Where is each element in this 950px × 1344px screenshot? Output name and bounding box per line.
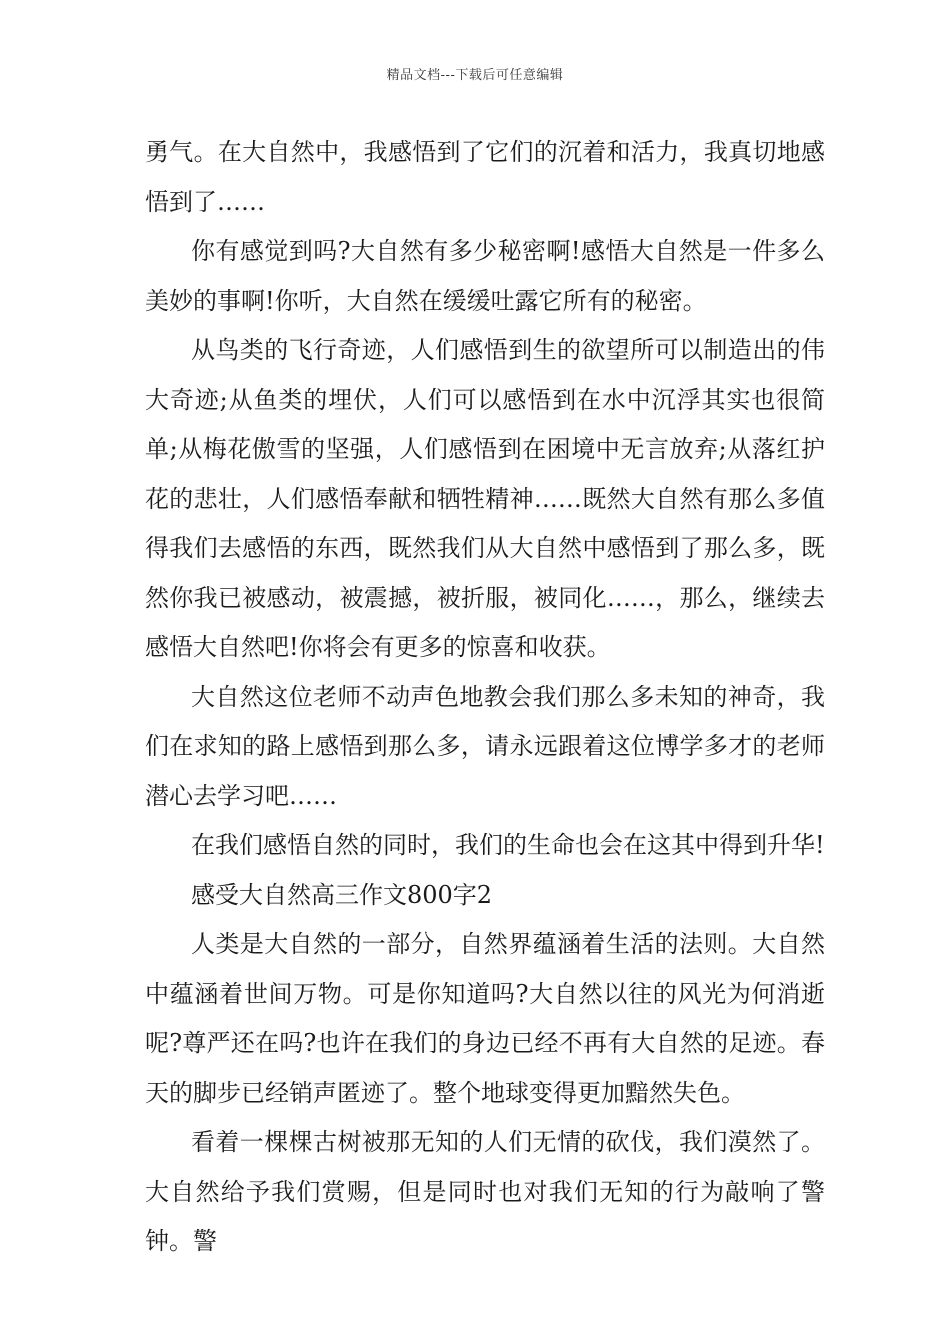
document-body	[145, 128, 825, 1267]
page-header: 精品文档---下载后可任意编辑	[386, 68, 564, 83]
paragraph-2: 你有感觉到吗?大自然有多少秘密啊!感悟大自然是一件多么美妙的事啊!你听，大自然在缓缓吐露它所有的秘密。	[145, 237, 825, 315]
paragraph-4: 大自然这位老师不动声色地教会我们那么多未知的神奇，我们在求知的路上感悟到那么多，请永远跟着这位博学多才的老师潜心去学习吧……	[145, 682, 825, 810]
paragraph-1: 勇气。在大自然中，我感悟到了它们的沉着和活力，我真切地感悟到了……	[145, 138, 825, 216]
section-title: 感受大自然高三作文800字2	[191, 880, 493, 909]
paragraph-5: 在我们感悟自然的同时，我们的生命也会在这其中得到升华!	[191, 831, 825, 859]
paragraph-7: 看着一棵棵古树被那无知的人们无情的砍伐，我们漠然了。大自然给予我们赏赐，但是同时也对我们无知的行为敲响了警钟。警	[145, 1128, 825, 1255]
paragraph-6: 人类是大自然的一部分，自然界蕴涵着生活的法则。大自然中蕴涵着世间万物。可是你知道吗?大自然以往的风光为何消逝呢?尊严还在吗?也许在我们的身边已经不再有大自然的足迹。春天的脚步已经销声匿迹了。整个地球变得更加黯然失色。	[145, 930, 825, 1107]
paragraph-3: 从鸟类的飞行奇迹，人们感悟到生的欲望所可以制造出的伟大奇迹;从鱼类的埋伏，人们可以感悟到在水中沉浮其实也很简单;从梅花傲雪的坚强，人们感悟到在困境中无言放弃;从落红护花的悲壮，人们感悟奉献和牺牲精神……既然大自然有那么多值得我们去感悟的东西，既然我们从大自然中感悟到了那么多，既然你我已被感动，被震撼，被折服，被同化……，那么，继续去感悟大自然吧!你将会有更多的惊喜和收获。	[145, 336, 825, 661]
